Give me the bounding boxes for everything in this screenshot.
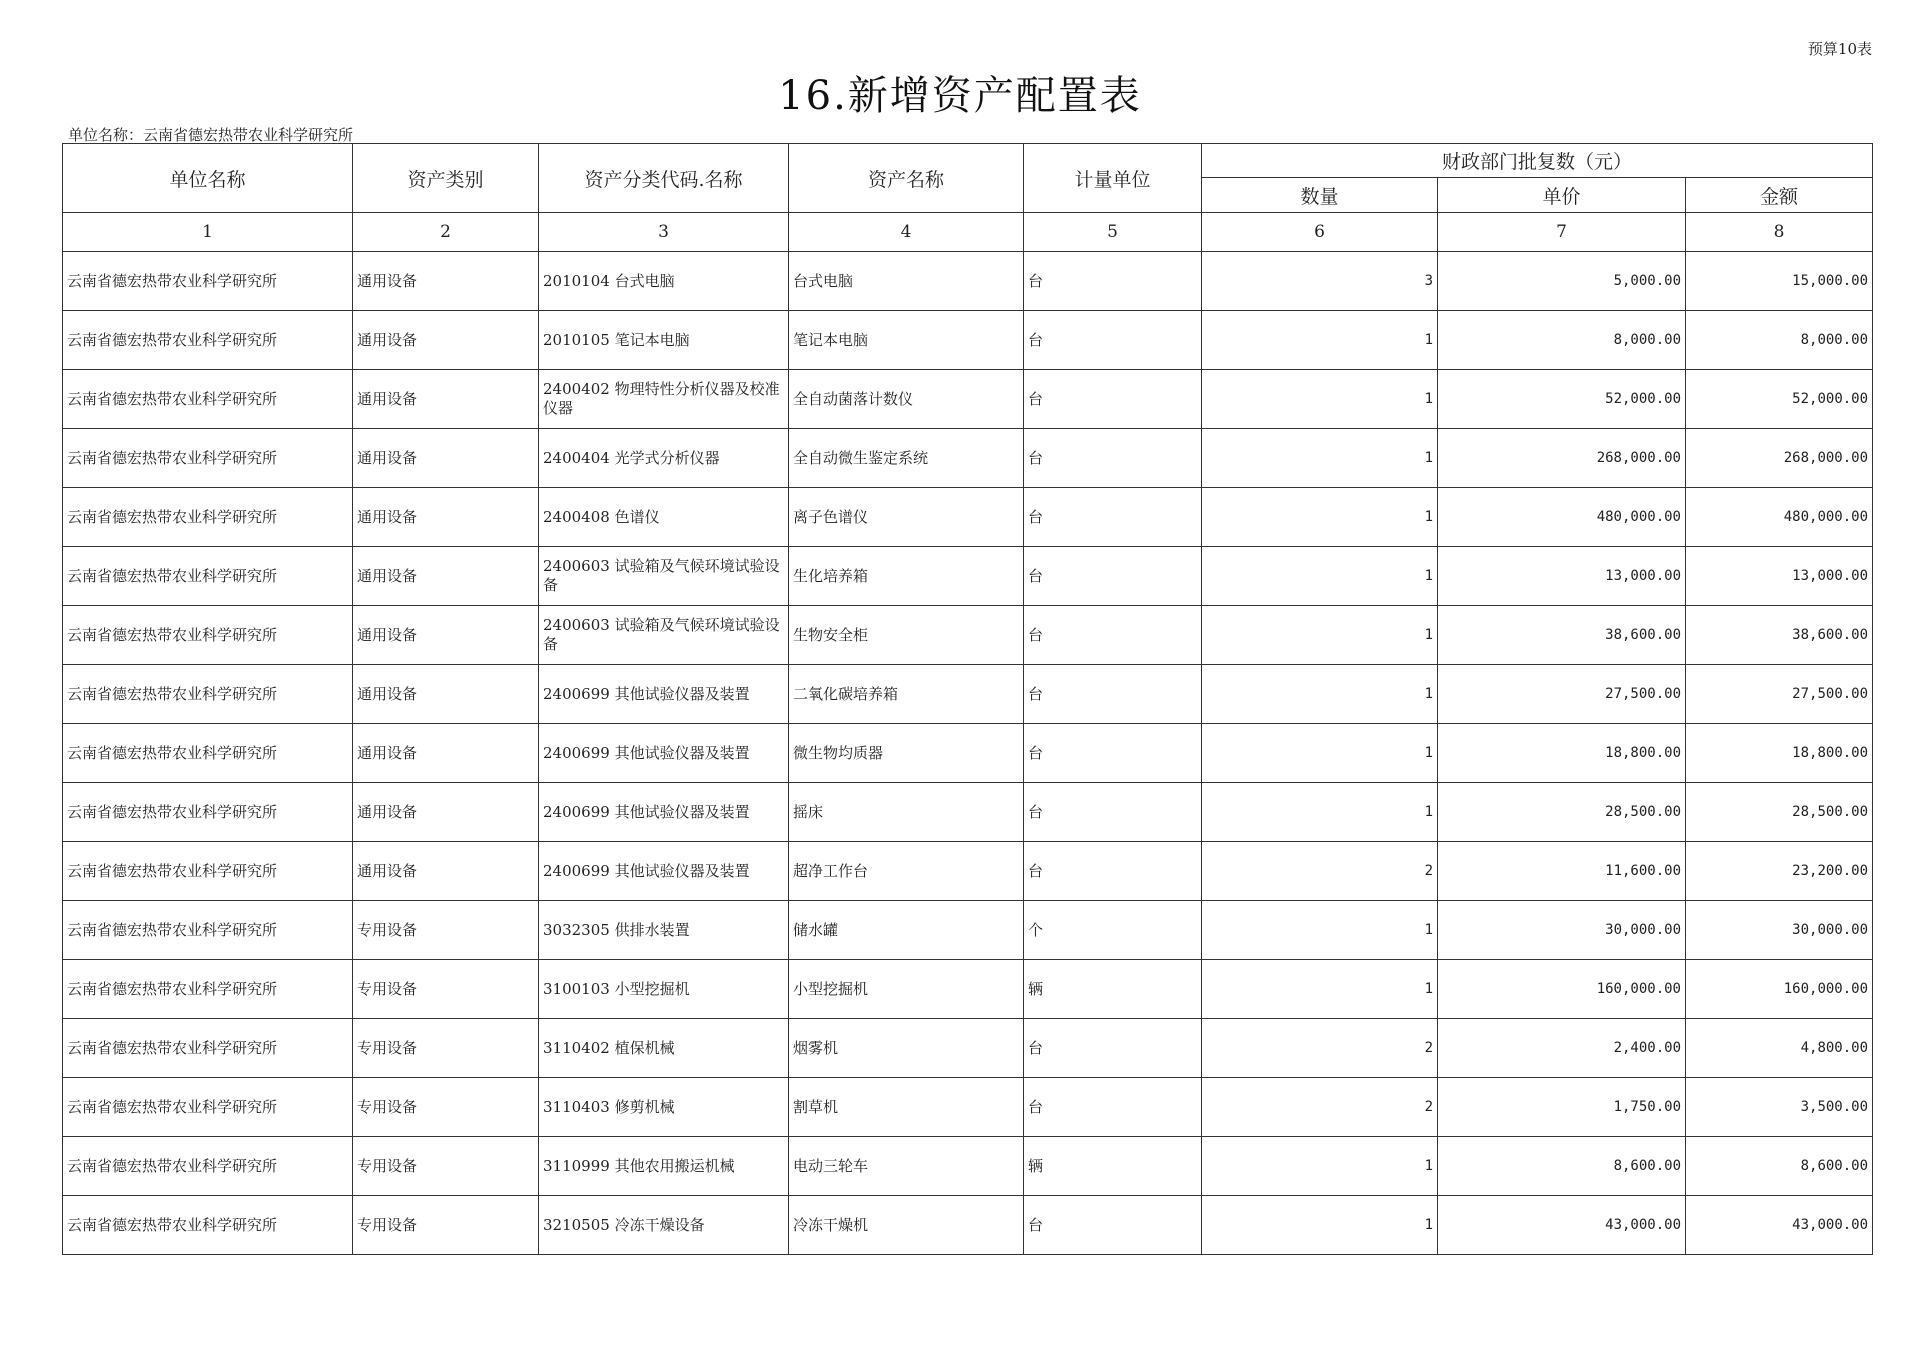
asset-category-cell: 专用设备: [353, 1019, 539, 1078]
class-code-cell: 3110403 修剪机械: [539, 1078, 789, 1137]
unit-price-cell: 30,000.00: [1438, 901, 1686, 960]
measure-unit-cell: 辆: [1024, 1137, 1202, 1196]
unit-price-cell: 18,800.00: [1438, 724, 1686, 783]
measure-unit-cell: 台: [1024, 311, 1202, 370]
table-row: [63, 370, 1873, 429]
class-code-cell: 2010104 台式电脑: [539, 252, 789, 311]
quantity-cell: 2: [1202, 1019, 1438, 1078]
asset-category-cell: 通用设备: [353, 783, 539, 842]
measure-unit-cell: 台: [1024, 665, 1202, 724]
quantity-cell: 1: [1202, 1196, 1438, 1255]
amount-cell: 30,000.00: [1686, 901, 1873, 960]
unit-name-cell: 云南省德宏热带农业科学研究所: [63, 311, 353, 370]
asset-table: [62, 143, 1873, 1255]
measure-unit-cell: 个: [1024, 901, 1202, 960]
column-number-row: [63, 213, 1873, 252]
amount-cell: 8,600.00: [1686, 1137, 1873, 1196]
measure-unit-cell: 辆: [1024, 960, 1202, 1019]
asset-category-cell: 通用设备: [353, 370, 539, 429]
asset-name-cell: 超净工作台: [789, 842, 1024, 901]
amount-cell: 52,000.00: [1686, 370, 1873, 429]
column-number: 7: [1438, 213, 1686, 252]
unit-name-cell: 云南省德宏热带农业科学研究所: [63, 901, 353, 960]
class-code-cell: 3110999 其他农用搬运机械: [539, 1137, 789, 1196]
header-unit-price: 单价: [1438, 178, 1686, 213]
asset-name-cell: 离子色谱仪: [789, 488, 1024, 547]
amount-cell: 38,600.00: [1686, 606, 1873, 665]
measure-unit-cell: 台: [1024, 547, 1202, 606]
table-row: [63, 1019, 1873, 1078]
quantity-cell: 1: [1202, 429, 1438, 488]
table-row: [63, 960, 1873, 1019]
unit-price-cell: 38,600.00: [1438, 606, 1686, 665]
measure-unit-cell: 台: [1024, 606, 1202, 665]
asset-category-cell: 通用设备: [353, 842, 539, 901]
asset-category-cell: 通用设备: [353, 311, 539, 370]
unit-price-cell: 43,000.00: [1438, 1196, 1686, 1255]
quantity-cell: 1: [1202, 724, 1438, 783]
amount-cell: 8,000.00: [1686, 311, 1873, 370]
table-row: [63, 901, 1873, 960]
asset-category-cell: 专用设备: [353, 1196, 539, 1255]
measure-unit-cell: 台: [1024, 1078, 1202, 1137]
quantity-cell: 1: [1202, 488, 1438, 547]
asset-name-cell: 微生物均质器: [789, 724, 1024, 783]
unit-price-cell: 2,400.00: [1438, 1019, 1686, 1078]
unit-price-cell: 480,000.00: [1438, 488, 1686, 547]
asset-category-cell: 专用设备: [353, 960, 539, 1019]
amount-cell: 27,500.00: [1686, 665, 1873, 724]
unit-price-cell: 8,600.00: [1438, 1137, 1686, 1196]
header-asset-category: 资产类别: [353, 144, 539, 213]
class-code-cell: 2400699 其他试验仪器及装置: [539, 724, 789, 783]
table-row: [63, 252, 1873, 311]
header-class-code: 资产分类代码.名称: [539, 144, 789, 213]
header-quantity: 数量: [1202, 178, 1438, 213]
table-row: [63, 1196, 1873, 1255]
asset-name-cell: 笔记本电脑: [789, 311, 1024, 370]
amount-cell: 3,500.00: [1686, 1078, 1873, 1137]
amount-cell: 23,200.00: [1686, 842, 1873, 901]
quantity-cell: 2: [1202, 1078, 1438, 1137]
column-number: 8: [1686, 213, 1873, 252]
unit-name-line: 单位名称：云南省德宏热带农业科学研究所: [68, 126, 354, 144]
quantity-cell: 1: [1202, 901, 1438, 960]
unit-name-cell: 云南省德宏热带农业科学研究所: [63, 488, 353, 547]
column-number: 2: [353, 213, 539, 252]
column-number: 3: [539, 213, 789, 252]
amount-cell: 43,000.00: [1686, 1196, 1873, 1255]
table-row: [63, 488, 1873, 547]
asset-category-cell: 通用设备: [353, 606, 539, 665]
table-row: [63, 783, 1873, 842]
header-measure-unit: 计量单位: [1024, 144, 1202, 213]
asset-category-cell: 通用设备: [353, 724, 539, 783]
amount-cell: 28,500.00: [1686, 783, 1873, 842]
unit-name-cell: 云南省德宏热带农业科学研究所: [63, 370, 353, 429]
measure-unit-cell: 台: [1024, 842, 1202, 901]
class-code-cell: 2400699 其他试验仪器及装置: [539, 842, 789, 901]
measure-unit-cell: 台: [1024, 724, 1202, 783]
table-row: [63, 1078, 1873, 1137]
class-code-cell: 3210505 冷冻干燥设备: [539, 1196, 789, 1255]
unit-name-cell: 云南省德宏热带农业科学研究所: [63, 724, 353, 783]
class-code-cell: 2400699 其他试验仪器及装置: [539, 665, 789, 724]
class-code-cell: 2400699 其他试验仪器及装置: [539, 783, 789, 842]
asset-name-cell: 冷冻干燥机: [789, 1196, 1024, 1255]
asset-name-cell: 全自动微生鉴定系统: [789, 429, 1024, 488]
table-row: [63, 1137, 1873, 1196]
unit-price-cell: 52,000.00: [1438, 370, 1686, 429]
header-approved-group: 财政部门批复数（元）: [1202, 144, 1873, 178]
table-row: [63, 429, 1873, 488]
asset-name-cell: 烟雾机: [789, 1019, 1024, 1078]
asset-category-cell: 通用设备: [353, 665, 539, 724]
asset-name-cell: 小型挖掘机: [789, 960, 1024, 1019]
asset-name-cell: 二氧化碳培养箱: [789, 665, 1024, 724]
unit-price-cell: 160,000.00: [1438, 960, 1686, 1019]
amount-cell: 13,000.00: [1686, 547, 1873, 606]
measure-unit-cell: 台: [1024, 370, 1202, 429]
class-code-cell: 2010105 笔记本电脑: [539, 311, 789, 370]
class-code-cell: 2400603 试验箱及气候环境试验设备: [539, 606, 789, 665]
unit-price-cell: 28,500.00: [1438, 783, 1686, 842]
quantity-cell: 1: [1202, 1137, 1438, 1196]
quantity-cell: 2: [1202, 842, 1438, 901]
unit-name-cell: 云南省德宏热带农业科学研究所: [63, 547, 353, 606]
amount-cell: 160,000.00: [1686, 960, 1873, 1019]
class-code-cell: 2400603 试验箱及气候环境试验设备: [539, 547, 789, 606]
measure-unit-cell: 台: [1024, 783, 1202, 842]
unit-name-cell: 云南省德宏热带农业科学研究所: [63, 842, 353, 901]
asset-category-cell: 通用设备: [353, 252, 539, 311]
class-code-cell: 3110402 植保机械: [539, 1019, 789, 1078]
class-code-cell: 2400404 光学式分析仪器: [539, 429, 789, 488]
quantity-cell: 1: [1202, 606, 1438, 665]
table-row: [63, 311, 1873, 370]
header-unit-name: 单位名称: [63, 144, 353, 213]
unit-price-cell: 13,000.00: [1438, 547, 1686, 606]
unit-name-cell: 云南省德宏热带农业科学研究所: [63, 783, 353, 842]
measure-unit-cell: 台: [1024, 429, 1202, 488]
quantity-cell: 1: [1202, 783, 1438, 842]
amount-cell: 15,000.00: [1686, 252, 1873, 311]
quantity-cell: 1: [1202, 960, 1438, 1019]
quantity-cell: 1: [1202, 311, 1438, 370]
page-title: 16.新增资产配置表: [778, 73, 1142, 119]
asset-category-cell: 通用设备: [353, 488, 539, 547]
unit-name-cell: 云南省德宏热带农业科学研究所: [63, 1137, 353, 1196]
measure-unit-cell: 台: [1024, 252, 1202, 311]
amount-cell: 480,000.00: [1686, 488, 1873, 547]
unit-name-cell: 云南省德宏热带农业科学研究所: [63, 665, 353, 724]
table-row: [63, 842, 1873, 901]
unit-name-cell: 云南省德宏热带农业科学研究所: [63, 606, 353, 665]
column-number: 1: [63, 213, 353, 252]
asset-name-cell: 台式电脑: [789, 252, 1024, 311]
asset-name-cell: 生化培养箱: [789, 547, 1024, 606]
asset-name-cell: 割草机: [789, 1078, 1024, 1137]
table-row: [63, 665, 1873, 724]
class-code-cell: 2400402 物理特性分析仪器及校准仪器: [539, 370, 789, 429]
class-code-cell: 2400408 色谱仪: [539, 488, 789, 547]
asset-category-cell: 通用设备: [353, 429, 539, 488]
amount-cell: 268,000.00: [1686, 429, 1873, 488]
table-row: [63, 724, 1873, 783]
measure-unit-cell: 台: [1024, 1196, 1202, 1255]
measure-unit-cell: 台: [1024, 488, 1202, 547]
table-row: [63, 606, 1873, 665]
page-code: 预算10表: [1807, 40, 1872, 58]
asset-category-cell: 专用设备: [353, 901, 539, 960]
measure-unit-cell: 台: [1024, 1019, 1202, 1078]
unit-price-cell: 27,500.00: [1438, 665, 1686, 724]
unit-name-cell: 云南省德宏热带农业科学研究所: [63, 429, 353, 488]
header-amount: 金额: [1686, 178, 1873, 213]
asset-name-cell: 储水罐: [789, 901, 1024, 960]
unit-name-cell: 云南省德宏热带农业科学研究所: [63, 252, 353, 311]
unit-name-cell: 云南省德宏热带农业科学研究所: [63, 1078, 353, 1137]
unit-name-cell: 云南省德宏热带农业科学研究所: [63, 1196, 353, 1255]
header-asset-name: 资产名称: [789, 144, 1024, 213]
unit-price-cell: 5,000.00: [1438, 252, 1686, 311]
class-code-cell: 3032305 供排水装置: [539, 901, 789, 960]
quantity-cell: 1: [1202, 665, 1438, 724]
asset-name-cell: 电动三轮车: [789, 1137, 1024, 1196]
unit-name-cell: 云南省德宏热带农业科学研究所: [63, 960, 353, 1019]
amount-cell: 4,800.00: [1686, 1019, 1873, 1078]
quantity-cell: 1: [1202, 370, 1438, 429]
table-row: [63, 547, 1873, 606]
column-number: 6: [1202, 213, 1438, 252]
class-code-cell: 3100103 小型挖掘机: [539, 960, 789, 1019]
unit-price-cell: 11,600.00: [1438, 842, 1686, 901]
quantity-cell: 1: [1202, 547, 1438, 606]
quantity-cell: 3: [1202, 252, 1438, 311]
asset-category-cell: 专用设备: [353, 1137, 539, 1196]
amount-cell: 18,800.00: [1686, 724, 1873, 783]
asset-name-cell: 摇床: [789, 783, 1024, 842]
table-body: [63, 252, 1873, 1255]
header-row-1: [63, 144, 1873, 178]
column-number: 4: [789, 213, 1024, 252]
asset-category-cell: 通用设备: [353, 547, 539, 606]
column-number: 5: [1024, 213, 1202, 252]
unit-name-cell: 云南省德宏热带农业科学研究所: [63, 1019, 353, 1078]
unit-price-cell: 1,750.00: [1438, 1078, 1686, 1137]
asset-name-cell: 生物安全柜: [789, 606, 1024, 665]
unit-price-cell: 8,000.00: [1438, 311, 1686, 370]
asset-name-cell: 全自动菌落计数仪: [789, 370, 1024, 429]
unit-price-cell: 268,000.00: [1438, 429, 1686, 488]
asset-category-cell: 专用设备: [353, 1078, 539, 1137]
